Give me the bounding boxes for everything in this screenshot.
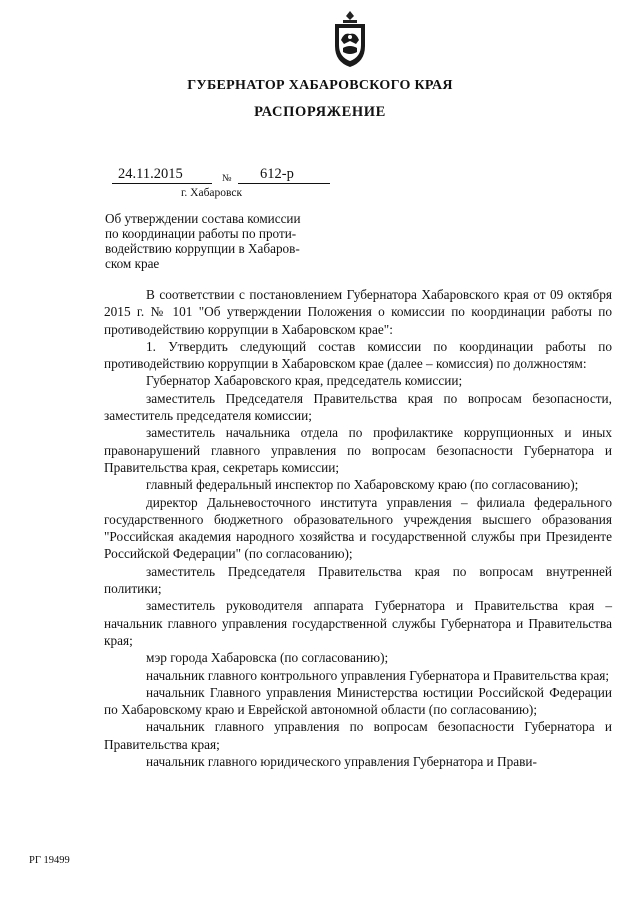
paragraph: начальник главного управления по вопросам безопасности Губернатора и Правительства края; — [104, 719, 612, 752]
paragraph: заместитель начальника отдела по профилактике коррупционных и иных правонарушений главного управления по вопросам безопасности Губернатора и Правительства края, секретарь комиссии; — [104, 425, 612, 475]
paragraph: директор Дальневосточного института управления – филиала федерального государственного бюджетного образовательного учреждения высшего образования "Российская академия народного хозяйства и государственной службы при Президенте Российской Федерации" (по согласованию); — [104, 494, 612, 562]
document-type: РАСПОРЯЖЕНИЕ — [254, 104, 386, 120]
registry-code: РГ 19499 — [29, 855, 70, 866]
paragraph: Губернатор Хабаровского края, председатель комиссии; — [146, 373, 463, 389]
document-date: 24.11.2015 — [112, 165, 212, 184]
number-label: № — [222, 173, 232, 184]
paragraph: В соответствии с постановлением Губернатора Хабаровского края от 09 октября 2015 г. № 101 "Об утверждении Положения о комиссии по координации работы по противодействию коррупции в Хабаровском крае": — [104, 287, 612, 337]
coat-of-arms-icon — [330, 10, 370, 68]
document-body — [104, 286, 612, 770]
paragraph: начальник главного контрольного управления Губернатора и Правительства края; — [146, 667, 610, 683]
paragraph: заместитель Председателя Правительства края по вопросам внутренней политики; — [104, 563, 612, 597]
authority-title: ГУБЕРНАТОР ХАБАРОВСКОГО КРАЯ — [187, 78, 453, 93]
paragraph: заместитель руководителя аппарата Губернатора и Правительства края – начальник главного управления государственной службы Губернатора и Правительства края; — [104, 598, 612, 648]
paragraph: заместитель Председателя Правительства края по вопросам безопасности, заместитель председателя комиссии; — [104, 390, 612, 424]
paragraph: мэр города Хабаровска (по согласованию); — [146, 650, 389, 666]
paragraph: главный федеральный инспектор по Хабаровскому краю (по согласованию); — [146, 477, 579, 493]
paragraph: 1. Утвердить следующий состав комиссии по координации работы по противодействию коррупции в Хабаровском крае (далее – комиссия) по должностям: — [104, 338, 612, 372]
document-number: 612-р — [238, 165, 330, 184]
document-subject: Об утверждении состава комиссии по координации работы по проти- водействию коррупции в Хабаров- ском крае — [105, 211, 301, 271]
paragraph: начальник главного юридического управления Губернатора и Прави- — [146, 754, 537, 770]
issue-city: г. Хабаровск — [181, 187, 243, 199]
paragraph: начальник Главного управления Министерства юстиции Российской Федерации по Хабаровскому краю и Еврейской автономной области (по согласованию); — [104, 684, 612, 718]
